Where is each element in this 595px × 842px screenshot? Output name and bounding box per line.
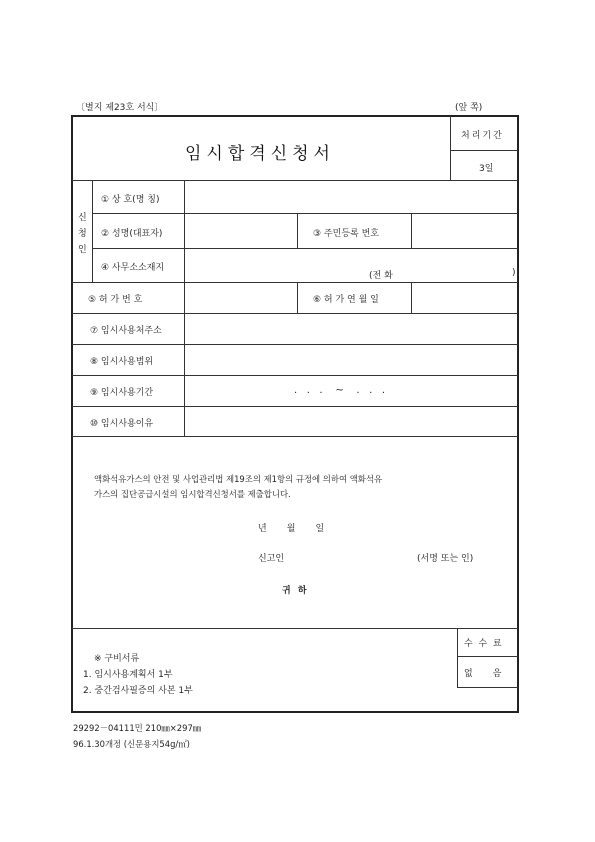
processing-period-label: 처리기간 [461, 131, 504, 141]
processing-row-divider [450, 150, 518, 151]
addressee: 귀 하 [282, 586, 309, 596]
label-column-divider [184, 180, 185, 436]
form-right-border [517, 115, 519, 713]
form-left-border [71, 115, 73, 713]
row-line-5 [72, 313, 518, 314]
form-number: 〔별지 제23호 서식〕 [76, 103, 164, 113]
form-title: 임시합격신청서 [185, 144, 335, 164]
footer-line-1: 29292－04111민 210㎜×297㎜ [73, 723, 202, 733]
row2-mid-divider [297, 213, 298, 248]
attachment-item-2: 2. 중간검사필증의 사본 1부 [83, 686, 193, 696]
row-line-2 [92, 213, 518, 214]
row-line-9 [72, 436, 518, 437]
representative-name-label: ② 성명(대표자) [101, 229, 163, 239]
row-line-10 [72, 628, 518, 629]
page-side-label: (앞 쪽) [455, 103, 483, 113]
fee-box-mid-line [457, 656, 518, 657]
group-char-1: 신 [78, 213, 87, 223]
form-top-border [71, 115, 519, 117]
group-char-2: 청 [78, 229, 87, 239]
phone-close: ) [512, 268, 516, 278]
resident-number-label: ③ 주민등록 번호 [313, 229, 379, 239]
row-line-7 [72, 375, 518, 376]
permit-mid-divider [297, 282, 298, 313]
reporter-label: 신고인 [258, 554, 285, 564]
permit-date-label: ⑥ 허 가 연 월 일 [313, 295, 379, 305]
row-line-8 [72, 406, 518, 407]
phone-label: (전 화 [369, 271, 393, 281]
signature-label: (서명 또는 인) [417, 554, 474, 564]
row2-value-divider [411, 213, 412, 248]
temporary-period-field[interactable]: . . . ~ . . . [294, 385, 386, 396]
row-line-6 [72, 344, 518, 345]
attachments-title: ※ 구비서류 [94, 654, 140, 664]
form-bottom-border [71, 711, 519, 713]
temporary-address-label: ⑦ 임시사용처주소 [90, 326, 162, 336]
row-line-3 [92, 248, 518, 249]
temporary-reason-label: ⑩ 임시사용이유 [90, 419, 154, 429]
temporary-scope-label: ⑧ 임시사용범위 [90, 357, 154, 367]
fee-value: 없 음 [464, 669, 502, 679]
fee-box-bottom-line [457, 687, 518, 688]
applicant-group-label [78, 210, 87, 258]
applicant-group-divider [92, 180, 93, 282]
office-address-label: ④ 사무소소재지 [101, 263, 165, 273]
processing-divider [450, 116, 451, 180]
submission-date: 년 월 일 [258, 524, 325, 534]
fee-label: 수 수 료 [464, 639, 502, 649]
permit-number-label: ⑤ 허 가 번 호 [88, 295, 143, 305]
fee-box-divider [457, 628, 458, 688]
attachment-item-1: 1. 임시사용계획서 1부 [83, 670, 173, 680]
group-char-3: 인 [78, 245, 87, 255]
permit-value-divider [411, 282, 412, 313]
row-line-1 [72, 180, 518, 181]
processing-period-value: 3일 [479, 164, 494, 174]
statement-line-2: 가스의 집단공급시설의 임시합격신청서를 제출합니다. [94, 489, 291, 499]
statement-line-1: 액화석유가스의 안전 및 사업관리법 제19조의 제1항의 규정에 의하여 액화석유 [94, 474, 383, 484]
temporary-period-label: ⑨ 임시사용기간 [90, 388, 154, 398]
footer-line-2: 96.1.30개정 (신문용지54g/㎡) [73, 739, 190, 749]
business-name-label: ① 상 호(명 칭) [101, 195, 160, 205]
row-line-4 [72, 282, 518, 283]
